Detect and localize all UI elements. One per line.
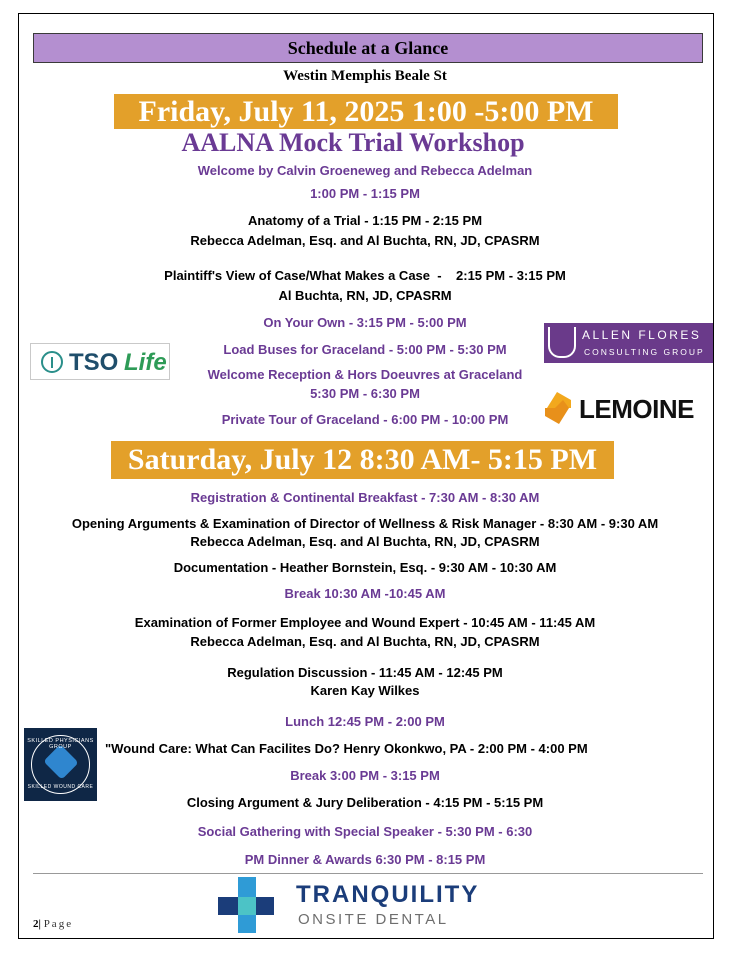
saturday-banner: Saturday, July 12 8:30 AM- 5:15 PM bbox=[111, 441, 614, 479]
lunch: Lunch 12:45 PM - 2:00 PM bbox=[285, 714, 445, 729]
regulation-speaker: Karen Kay Wilkes bbox=[310, 683, 420, 698]
on-your-own: On Your Own - 3:15 PM - 5:00 PM bbox=[263, 315, 467, 330]
plaintiff-speaker: Al Buchta, RN, JD, CPASRM bbox=[278, 288, 452, 303]
page-number: 2| Page bbox=[33, 918, 74, 930]
examination-speakers: Rebecca Adelman, Esq. and Al Buchta, RN, JD, CPASRM bbox=[190, 634, 540, 649]
documentation: Documentation - Heather Bornstein, Esq. - 9:30 AM - 10:30 AM bbox=[173, 560, 557, 575]
registration: Registration & Continental Breakfast - 7:30 AM - 8:30 AM bbox=[190, 490, 540, 505]
tree-icon bbox=[41, 351, 63, 373]
welcome-session: Welcome by Calvin Groeneweg and Rebecca Adelman bbox=[197, 163, 533, 178]
skilled-top-text: SKILLED PHYSICIANS GROUP bbox=[27, 738, 94, 750]
header-bar bbox=[33, 33, 703, 63]
allen-flores-name: ALLEN FLORES bbox=[582, 328, 702, 342]
tsolife-logo bbox=[30, 343, 170, 380]
allen-flores-subtitle: CONSULTING GROUP bbox=[584, 347, 705, 357]
welcome-reception: Welcome Reception & Hors Doeuvres at Graceland bbox=[207, 367, 523, 382]
private-tour: Private Tour of Graceland - 6:00 PM - 10:00 PM bbox=[221, 412, 509, 427]
tranquility-logo bbox=[218, 877, 508, 937]
skilled-physicians-logo bbox=[24, 728, 97, 801]
wound-care-session: "Wound Care: What Can Facilites Do? Henry Okonkwo, PA - 2:00 PM - 4:00 PM bbox=[105, 741, 588, 756]
closing-argument: Closing Argument & Jury Deliberation - 4:15 PM - 5:15 PM bbox=[186, 795, 544, 810]
dinner-awards: PM Dinner & Awards 6:30 PM - 8:15 PM bbox=[244, 852, 486, 867]
opening-arguments: Opening Arguments & Examination of Director of Wellness & Risk Manager - 8:30 AM - 9:30 AM bbox=[71, 516, 659, 531]
anatomy-session: Anatomy of a Trial - 1:15 PM - 2:15 PM bbox=[247, 213, 483, 228]
break-morning: Break 10:30 AM -10:45 AM bbox=[284, 586, 446, 601]
page-number-value: 2 bbox=[33, 918, 39, 930]
lemoine-wordmark: LEMOINE bbox=[579, 394, 694, 424]
welcome-time: 1:00 PM - 1:15 PM bbox=[310, 186, 420, 201]
opening-speakers: Rebecca Adelman, Esq. and Al Buchta, RN, JD, CPASRM bbox=[190, 534, 540, 549]
stethoscope-icon bbox=[548, 327, 576, 358]
friday-banner: Friday, July 11, 2025 1:00 -5:00 PM bbox=[114, 94, 618, 129]
load-buses: Load Buses for Graceland - 5:00 PM - 5:30 PM bbox=[223, 342, 507, 357]
tsolife-logo-text-b: Life bbox=[124, 349, 167, 376]
examination: Examination of Former Employee and Wound Expert - 10:45 AM - 11:45 AM bbox=[134, 615, 596, 630]
plaintiff-session: Plaintiff's View of Case/What Makes a Case - 2:15 PM - 3:15 PM bbox=[164, 268, 566, 283]
lemoine-logo bbox=[543, 392, 713, 426]
allen-flores-logo bbox=[544, 323, 713, 363]
break-afternoon: Break 3:00 PM - 3:15 PM bbox=[290, 768, 440, 783]
reception-time: 5:30 PM - 6:30 PM bbox=[310, 386, 420, 401]
lemoine-mark-icon bbox=[543, 392, 573, 424]
page-label: Page bbox=[43, 918, 74, 930]
tranquility-name: TRANQUILITY bbox=[296, 881, 480, 908]
footer-divider bbox=[33, 873, 703, 874]
social-gathering: Social Gathering with Special Speaker - 5:30 PM - 6:30 bbox=[197, 824, 533, 839]
tsolife-logo-text-a: TSO bbox=[69, 349, 119, 376]
workshop-title: AALNA Mock Trial Workshop bbox=[181, 128, 525, 157]
skilled-bottom-text: SKILLED WOUND CARE bbox=[27, 784, 94, 790]
regulation-discussion: Regulation Discussion - 11:45 AM - 12:45 PM bbox=[227, 665, 503, 680]
cross-icon-center bbox=[238, 897, 256, 915]
venue: Westin Memphis Beale St bbox=[283, 68, 447, 84]
tranquility-subtitle: ONSITE DENTAL bbox=[298, 911, 449, 928]
page-title: Schedule at a Glance bbox=[287, 38, 449, 58]
anatomy-speakers: Rebecca Adelman, Esq. and Al Buchta, RN, JD, CPASRM bbox=[190, 233, 540, 248]
